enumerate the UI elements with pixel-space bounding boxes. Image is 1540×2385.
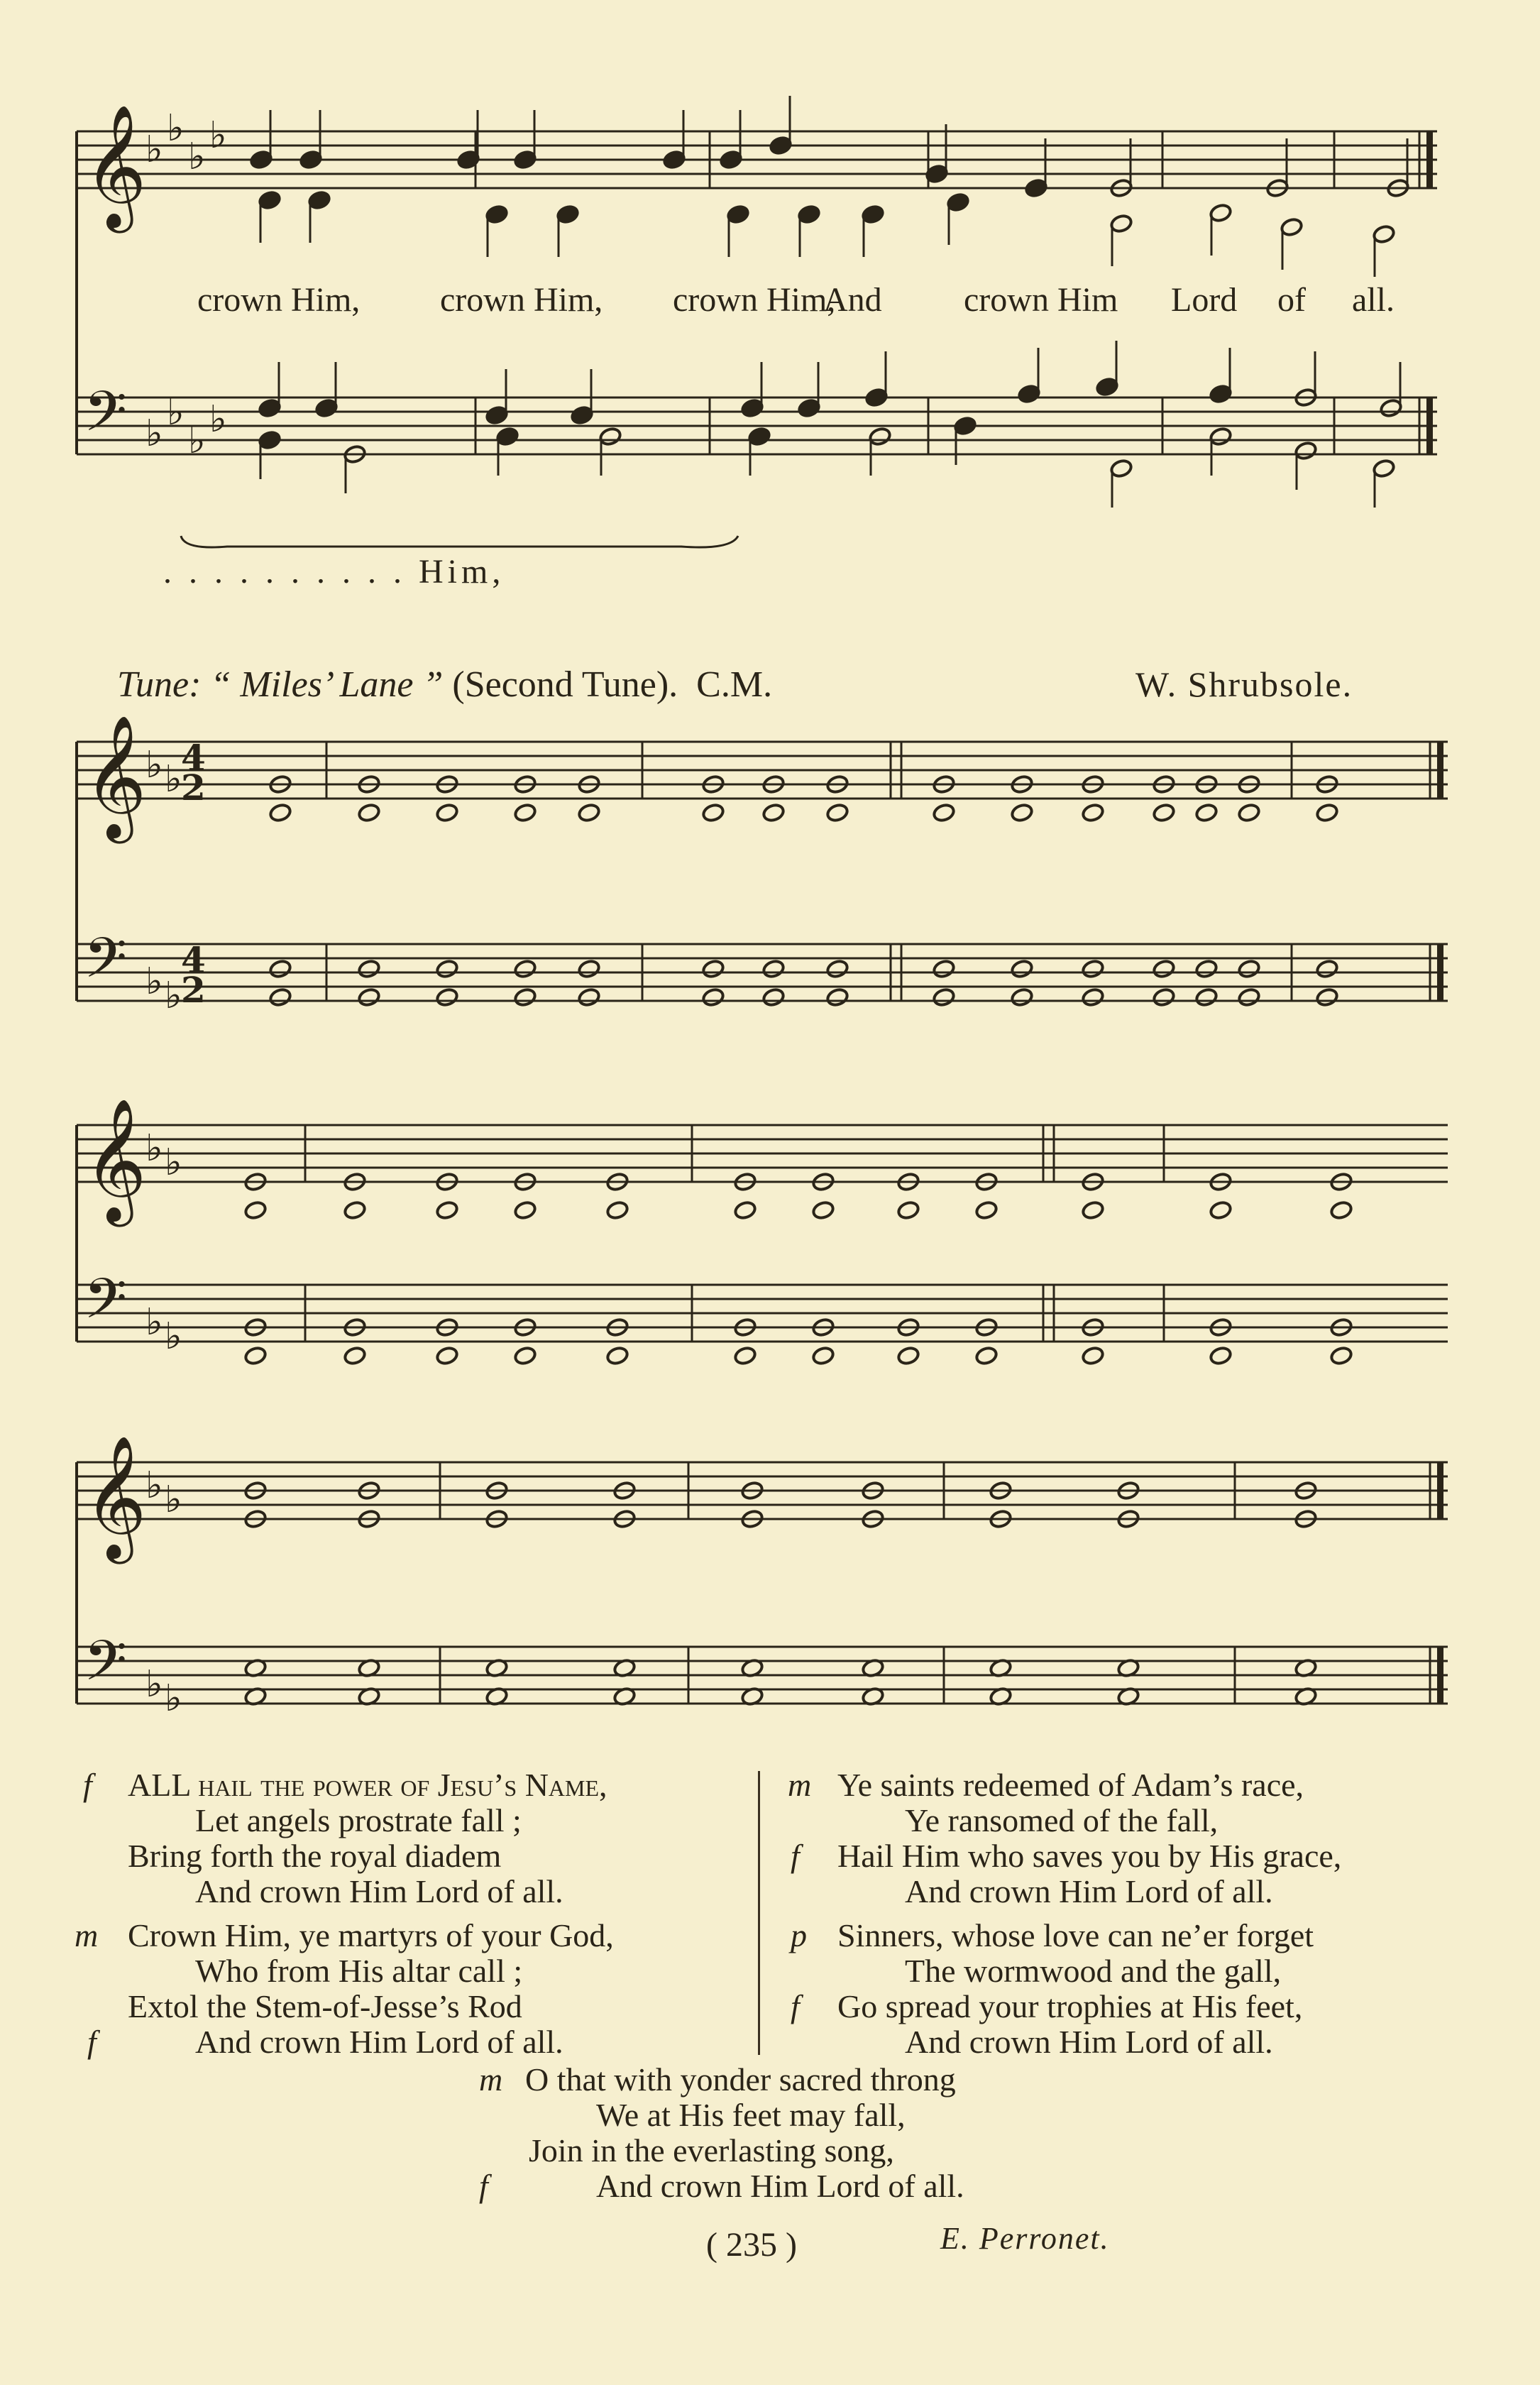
verse-1 [75, 1767, 756, 1909]
final-bar-thick [1437, 944, 1443, 1001]
treble-clef-icon: 𝄞 [84, 104, 147, 228]
half-note [1315, 959, 1338, 979]
flat-icon: ♭ [145, 1663, 163, 1706]
treble-clef-icon: 𝄞 [84, 715, 147, 838]
half-note [1329, 1200, 1353, 1220]
half-note [701, 803, 725, 823]
half-note [357, 803, 380, 823]
dynamic-mark: f [791, 1988, 800, 2024]
time-signature-top: 4 [181, 939, 206, 981]
verse-2 [75, 1918, 756, 2060]
half-note [1329, 1346, 1353, 1366]
verse-line: Ye saints redeemed of Adam’s race, [837, 1767, 1304, 1803]
verse-line: And crown Him Lord of all. [195, 1873, 563, 1909]
half-note [357, 987, 380, 1007]
flat-icon: ♭ [145, 1464, 163, 1507]
dynamic-mark: f [87, 2024, 97, 2060]
half-note [435, 1200, 458, 1220]
verse-line: And crown Him Lord of all. [905, 1873, 1273, 1909]
final-bar-thick [1426, 398, 1433, 454]
dynamic-mark: p [791, 1917, 807, 1953]
tune-note: (Second Tune). [452, 664, 678, 705]
verse-line: And crown Him Lord of all. [596, 2168, 964, 2204]
half-note [825, 803, 849, 823]
flat-icon: ♭ [145, 960, 163, 1003]
half-note [733, 1346, 757, 1366]
dynamic-mark: f [83, 1767, 92, 1803]
staff-treble-1 [77, 131, 1437, 188]
verse-line: And crown Him Lord of all. [195, 2024, 563, 2060]
half-note [733, 1200, 757, 1220]
flat-icon: ♭ [145, 1127, 163, 1170]
dynamic-mark: m [479, 2061, 503, 2098]
half-note [513, 1200, 537, 1220]
verse-line: Go spread your trophies at His feet, [837, 1988, 1303, 2024]
lyric-5: crown Him [964, 281, 1118, 319]
lyric-7: of [1277, 281, 1306, 319]
verse-line: We at His feet may fall, [596, 2097, 906, 2133]
verse-line: Bring forth the royal diadem [128, 1838, 502, 1874]
half-note [1194, 987, 1218, 1007]
half-note [513, 987, 537, 1007]
verse-divider [758, 1771, 760, 2055]
time-signature-top: 4 [181, 737, 206, 779]
half-note [811, 1346, 835, 1366]
half-note [1081, 803, 1104, 823]
half-note [1237, 803, 1260, 823]
staff-bass-3 [77, 1285, 1448, 1342]
final-bar-thick [1437, 1462, 1443, 1519]
half-note [1152, 803, 1175, 823]
lyric-8: all. [1352, 281, 1395, 319]
flat-icon: ♭ [145, 1301, 163, 1344]
final-bar-thick [1426, 131, 1433, 188]
staff-treble-3 [77, 1125, 1448, 1182]
lyric-2: crown Him, [440, 281, 603, 319]
time-signature-bottom: 2 [181, 969, 206, 1011]
flat-icon: ♭ [165, 1677, 182, 1720]
half-note [605, 1200, 629, 1220]
half-note [243, 1346, 267, 1366]
half-note [605, 1346, 629, 1366]
flat-icon: ♭ [145, 128, 163, 171]
dynamic-mark: m [75, 1917, 99, 1953]
bass-clef-icon: 𝄢 [84, 1629, 128, 1707]
dynamic-mark: f [479, 2168, 488, 2204]
flat-icon: ♭ [167, 391, 185, 434]
flat-icon: ♭ [145, 412, 163, 455]
treble-clef-icon: 𝄞 [84, 1098, 147, 1222]
dynamic-mark: f [791, 1838, 800, 1874]
time-signature-bottom: 2 [181, 767, 206, 808]
verse-line: Let angels prostrate fall ; [195, 1802, 522, 1838]
verse-line: The wormwood and the gall, [905, 1953, 1282, 1989]
final-bar-thick [1437, 742, 1443, 799]
half-note [1315, 987, 1338, 1007]
verse-4 [788, 1918, 1469, 2060]
bass-lyric: . . . . . . . . . . Him, [163, 553, 505, 591]
half-note [1315, 803, 1338, 823]
verse-line: Sinners, whose love can ne’er forget [837, 1917, 1314, 1953]
flat-icon: ♭ [188, 420, 206, 462]
half-note [268, 803, 292, 823]
slur-icon [181, 536, 738, 547]
verse-column-left [75, 1767, 756, 2060]
flat-icon: ♭ [165, 1479, 182, 1521]
author-credit: E. Perronet. [940, 2221, 1110, 2256]
half-note [513, 1346, 537, 1366]
verse-line: ALL hail the power of Jesu’s Name, [128, 1767, 607, 1803]
half-note [1237, 987, 1260, 1007]
tune-meter: C.M. [696, 664, 773, 705]
half-note [435, 803, 458, 823]
half-note [896, 1346, 920, 1366]
half-note [513, 803, 537, 823]
half-note [825, 987, 849, 1007]
half-note [761, 959, 785, 979]
half-note [701, 959, 725, 979]
half-note [577, 803, 600, 823]
half-note [1209, 1346, 1232, 1366]
half-note [932, 959, 955, 979]
half-note [1081, 959, 1104, 979]
half-note [1010, 959, 1033, 979]
flat-icon: ♭ [188, 136, 206, 178]
verse-3 [788, 1767, 1469, 1909]
bass-clef-icon: 𝄢 [84, 380, 128, 458]
half-note [761, 803, 785, 823]
verse-line: Hail Him who saves you by His grace, [837, 1838, 1342, 1874]
verse-line: Who from His altar call ; [195, 1953, 523, 1989]
half-note [577, 987, 600, 1007]
flat-icon: ♭ [165, 758, 182, 801]
flat-icon: ♭ [167, 107, 185, 150]
half-note [1152, 987, 1175, 1007]
half-note [357, 959, 380, 979]
half-note [435, 959, 458, 979]
half-note [435, 1346, 458, 1366]
half-note [1194, 803, 1218, 823]
half-note [932, 803, 955, 823]
lyric-1: crown Him, [197, 281, 361, 319]
flat-icon: ♭ [209, 114, 227, 157]
verse-line: Join in the everlasting song, [529, 2132, 894, 2169]
flat-icon: ♭ [165, 1141, 182, 1184]
lyric-3: crown Him, [673, 281, 836, 319]
half-note [1010, 987, 1033, 1007]
half-note [513, 959, 537, 979]
half-note [243, 1200, 267, 1220]
half-note [1010, 803, 1033, 823]
half-note [577, 959, 600, 979]
half-note [268, 959, 292, 979]
dynamic-mark: m [788, 1767, 812, 1803]
verse-line: O that with yonder sacred throng [525, 2061, 956, 2098]
tune-label: Tune: [117, 664, 202, 705]
bass-clef-icon: 𝄢 [84, 926, 128, 1004]
half-note [1237, 959, 1260, 979]
half-note [1209, 1200, 1232, 1220]
verse-line: Ye ransomed of the fall, [905, 1802, 1219, 1838]
flat-icon: ♭ [165, 1315, 182, 1358]
final-bar-thick [1437, 1647, 1443, 1704]
half-note [1081, 987, 1104, 1007]
verse-column-right [788, 1767, 1469, 2060]
verse-5 [472, 2062, 1111, 2204]
half-note [1081, 1346, 1104, 1366]
tune-heading [117, 664, 772, 706]
half-note [825, 959, 849, 979]
half-note [343, 1200, 366, 1220]
lyric-4: And [823, 281, 882, 319]
half-note [811, 1200, 835, 1220]
half-note [1152, 959, 1175, 979]
half-note [1194, 959, 1218, 979]
flat-icon: ♭ [165, 975, 182, 1017]
lyric-6: Lord [1171, 281, 1238, 319]
half-note [343, 1346, 366, 1366]
half-note [974, 1200, 998, 1220]
half-note [896, 1200, 920, 1220]
flat-icon: ♭ [145, 744, 163, 786]
half-note [761, 987, 785, 1007]
flat-icon: ♭ [209, 398, 227, 441]
tune-name: “ Miles’ Lane ” [210, 664, 444, 705]
half-note [932, 987, 955, 1007]
half-note [268, 987, 292, 1007]
verse-line: Extol the Stem-of-Jesse’s Rod [128, 1988, 522, 2024]
treble-clef-icon: 𝄞 [84, 1435, 147, 1559]
half-note [974, 1346, 998, 1366]
page-number: ( 235 ) [706, 2226, 797, 2264]
half-note [435, 987, 458, 1007]
bass-clef-icon: 𝄢 [84, 1267, 128, 1345]
verse-line: Crown Him, ye martyrs of your God, [128, 1917, 614, 1953]
half-note [701, 987, 725, 1007]
composer: W. Shrubsole. [1135, 664, 1353, 704]
verse-line: And crown Him Lord of all. [905, 2024, 1273, 2060]
half-note [1081, 1200, 1104, 1220]
